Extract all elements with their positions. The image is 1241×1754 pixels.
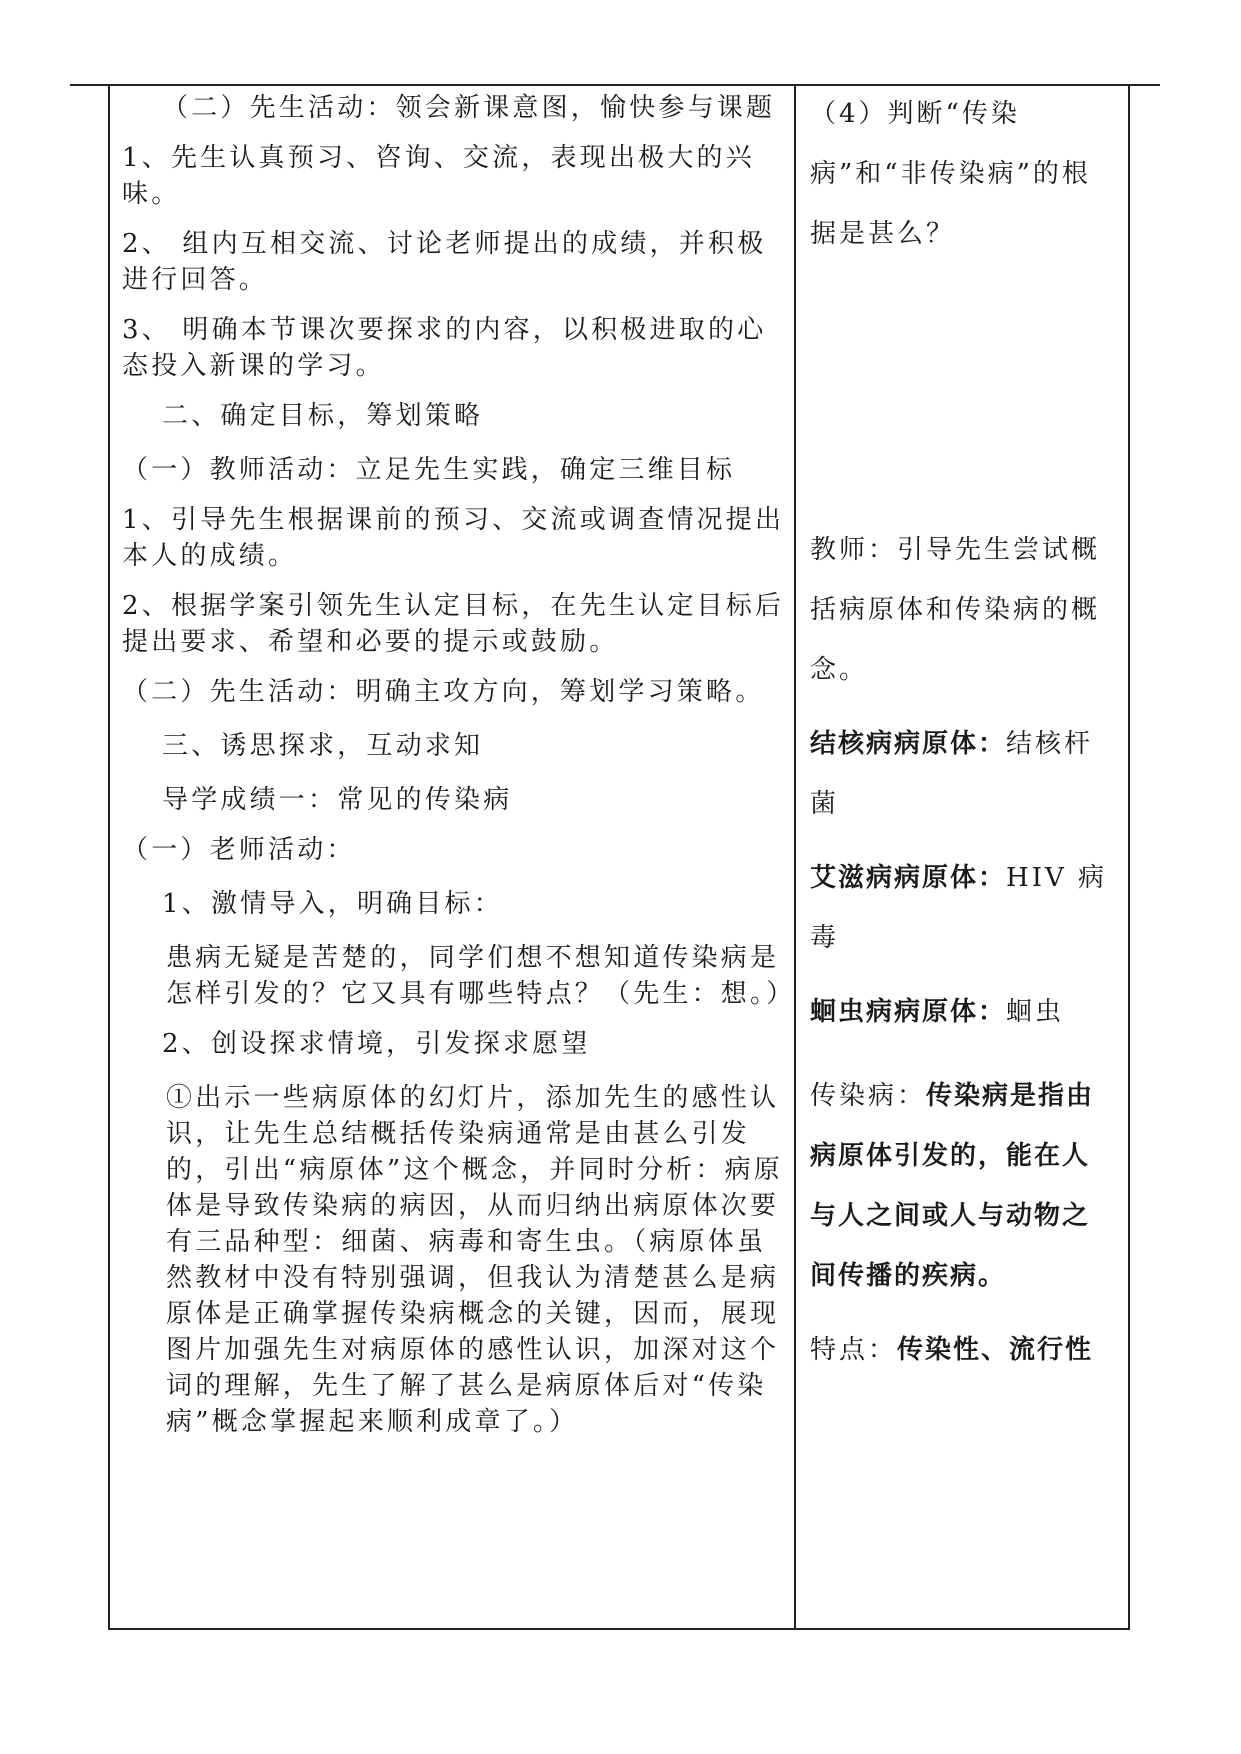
pathogen-worm [810,982,1110,1042]
notes-column [810,88,1110,1380]
section-heading: 二、确定目标，筹划策略 [162,401,484,431]
paragraph: （一）教师活动：立足先生实践，确定三维目标 [122,455,736,485]
question-text: （4）判断“传染病”和“非传染病”的根据是甚么？ [810,99,1091,249]
pathogen-tb [810,714,1110,834]
paragraph: 1、先生认真预习、咨询、交流，表现出极大的兴味。 [122,143,755,209]
table-border-bottom [108,1628,1130,1630]
paragraph: （二）先生活动：明确主攻方向，筹划学习策略。 [122,677,765,707]
paragraph: ①出示一些病原体的幻灯片，添加先生的感性认识，让先生总结概括传染病通常是由甚么引发的，引出“病原体”这个概念，并同时分析：病原体是导致传染病的病因，从而归纳出病原体次要有三品种型：细菌、病毒和寄生虫。（病原体虽然教材中没有特别强调，但我认为清楚甚么是病原体是正确掌握传染病概念的关键，因而，展现图片加强先生对病原体的感性认识，加深对这个词的理解，先生了解了甚么是病原体后对“传染病”概念掌握起来顺利成章了。） [166,1083,783,1437]
paragraph: （二）先生活动：领会新课意图，愉快参与课题 [162,93,776,123]
table-border-left [108,84,110,1630]
pathogen-tb-label: 结核病病原体： [810,729,1007,759]
teacher-note: 教师：引导先生尝试概括病原体和传染病的概念。 [810,535,1101,685]
paragraph: 2、根据学案引领先生认定目标，在先生认定目标后提出要求、希望和必要的提示或鼓励。 [122,591,785,657]
paragraph: 1、引导先生根据课前的预习、交流或调查情况提出本人的成绩。 [122,505,785,571]
infectious-value: 传染病是指由病原体引发的，能在人与人之间或人与动物之间传播的疾病。 [810,1081,1095,1291]
pathogen-aids-label: 艾滋病病原体： [810,863,1007,893]
paragraph: 2、 组内互相交流、讨论老师提出的成绩，并积极进行回答。 [122,229,767,295]
paragraph: 患病无疑是苦楚的，同学们想不想知道传染病是怎样引发的？它又具有哪些特点？（先生：想。） [166,943,796,1009]
pathogen-aids [810,848,1110,968]
features-label: 特点： [810,1335,898,1365]
infectious-label: 传染病： [810,1081,927,1111]
table-border-middle [794,84,796,1630]
features-value: 传染性、流行性 [897,1335,1094,1365]
paragraph: 3、 明确本节课次要探求的内容，以积极进取的心态投入新课的学习。 [122,315,767,381]
pathogen-aids-value: HIV 病毒 [810,863,1108,953]
pathogen-worm-label: 蛔虫病病原体： [810,997,1007,1027]
paragraph: 导学成绩一：常见的传染病 [162,785,513,815]
teaching-process-column [122,88,796,1440]
table-border-right [1128,84,1130,1630]
features [810,1320,1110,1380]
section-heading: 三、诱思探求，互动求知 [162,731,484,761]
pathogen-tb-value: 结核杆菌 [810,729,1094,819]
paragraph: 2、创设探求情境，引发探求愿望 [162,1029,591,1059]
infectious-definition [810,1066,1110,1306]
paragraph: 1、激情导入，明确目标： [162,889,503,919]
paragraph: （一）老师活动： [122,835,356,865]
pathogen-worm-value: 蛔虫 [1006,997,1065,1027]
